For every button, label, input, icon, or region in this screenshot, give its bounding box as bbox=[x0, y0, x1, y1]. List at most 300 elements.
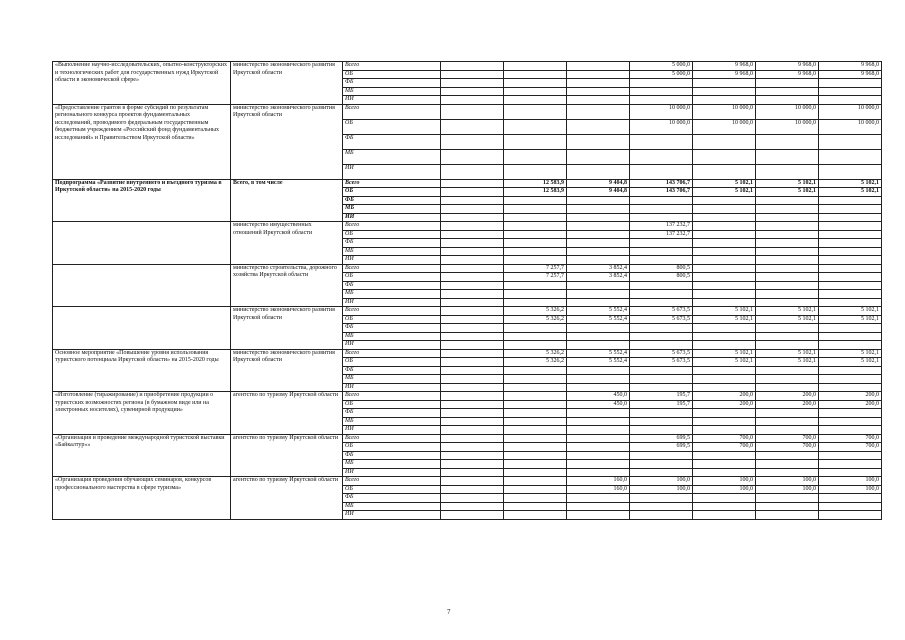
activity-name-cell: «Организация и проведение международной туристской выставки «Байкалтур»» bbox=[53, 434, 231, 477]
amount-cell: 137 232,7 bbox=[630, 230, 693, 239]
amount-cell: 5 102,1 bbox=[693, 188, 756, 197]
amount-cell: 100,0 bbox=[693, 485, 756, 494]
funding-source-cell: МБ bbox=[343, 417, 441, 426]
amount-cell bbox=[756, 366, 819, 375]
amount-cell bbox=[693, 230, 756, 239]
amount-cell: 3 852,4 bbox=[567, 273, 630, 282]
amount-cell bbox=[441, 264, 504, 273]
amount-cell bbox=[441, 324, 504, 333]
funding-source-cell: ФБ bbox=[343, 79, 441, 88]
amount-cell bbox=[756, 264, 819, 273]
amount-cell bbox=[567, 434, 630, 443]
amount-cell bbox=[441, 468, 504, 477]
amount-cell bbox=[756, 290, 819, 299]
amount-cell: 800,5 bbox=[630, 264, 693, 273]
amount-cell bbox=[441, 383, 504, 392]
funding-source-cell: ФБ bbox=[343, 196, 441, 205]
amount-cell bbox=[504, 451, 567, 460]
funding-source-cell: ОБ bbox=[343, 188, 441, 197]
amount-cell bbox=[441, 298, 504, 307]
amount-cell: 5 102,1 bbox=[756, 188, 819, 197]
executor-cell: министерство экономического развития Иркутской области bbox=[231, 307, 343, 350]
funding-source-cell: ОБ bbox=[343, 119, 441, 134]
funding-source-cell: Всего bbox=[343, 62, 441, 71]
amount-cell: 5 326,2 bbox=[504, 307, 567, 316]
amount-cell bbox=[567, 230, 630, 239]
amount-cell bbox=[693, 511, 756, 520]
amount-cell bbox=[504, 79, 567, 88]
funding-source-cell: МБ bbox=[343, 247, 441, 256]
amount-cell bbox=[693, 426, 756, 435]
amount-cell bbox=[819, 383, 882, 392]
amount-cell bbox=[756, 222, 819, 231]
amount-cell: 9 968,0 bbox=[819, 70, 882, 79]
amount-cell bbox=[693, 451, 756, 460]
amount-cell bbox=[693, 149, 756, 164]
amount-cell: 5 673,5 bbox=[630, 349, 693, 358]
amount-cell: 5 102,1 bbox=[756, 315, 819, 324]
amount-cell: 5 102,1 bbox=[756, 307, 819, 316]
amount-cell: 200,0 bbox=[693, 392, 756, 401]
amount-cell: 10 000,0 bbox=[756, 119, 819, 134]
funding-source-cell: ИИ bbox=[343, 426, 441, 435]
amount-cell bbox=[756, 149, 819, 164]
executor-cell: министерство строительства, дорожного хозяйства Иркутской области bbox=[231, 264, 343, 307]
amount-cell bbox=[441, 417, 504, 426]
amount-cell: 5 102,1 bbox=[693, 358, 756, 367]
amount-cell bbox=[819, 511, 882, 520]
amount-cell: 5 102,1 bbox=[819, 179, 882, 188]
amount-cell: 160,0 bbox=[567, 477, 630, 486]
amount-cell bbox=[756, 460, 819, 469]
amount-cell bbox=[630, 96, 693, 105]
funding-source-cell: Всего bbox=[343, 477, 441, 486]
amount-cell bbox=[441, 62, 504, 71]
amount-cell bbox=[441, 149, 504, 164]
amount-cell bbox=[630, 366, 693, 375]
amount-cell bbox=[630, 256, 693, 265]
amount-cell bbox=[441, 222, 504, 231]
amount-cell bbox=[693, 290, 756, 299]
amount-cell bbox=[441, 349, 504, 358]
amount-cell: 7 257,7 bbox=[504, 273, 567, 282]
amount-cell bbox=[504, 70, 567, 79]
table-row bbox=[53, 104, 882, 119]
amount-cell bbox=[567, 149, 630, 164]
amount-cell bbox=[504, 239, 567, 248]
amount-cell bbox=[693, 468, 756, 477]
amount-cell bbox=[567, 298, 630, 307]
amount-cell bbox=[504, 400, 567, 409]
amount-cell: 200,0 bbox=[819, 400, 882, 409]
amount-cell bbox=[441, 247, 504, 256]
amount-cell bbox=[693, 264, 756, 273]
amount-cell bbox=[693, 205, 756, 214]
amount-cell: 450,0 bbox=[567, 400, 630, 409]
amount-cell bbox=[756, 332, 819, 341]
amount-cell bbox=[756, 341, 819, 350]
amount-cell bbox=[441, 375, 504, 384]
amount-cell bbox=[693, 247, 756, 256]
amount-cell bbox=[504, 87, 567, 96]
amount-cell bbox=[504, 205, 567, 214]
funding-source-cell: ОБ bbox=[343, 230, 441, 239]
amount-cell bbox=[756, 468, 819, 477]
funding-source-cell: МБ bbox=[343, 149, 441, 164]
amount-cell bbox=[567, 324, 630, 333]
amount-cell bbox=[756, 213, 819, 222]
executor-cell: министерство имущественных отношений Иркутской области bbox=[231, 222, 343, 265]
amount-cell bbox=[693, 494, 756, 503]
amount-cell bbox=[504, 494, 567, 503]
amount-cell: 5 552,4 bbox=[567, 358, 630, 367]
amount-cell: 699,5 bbox=[630, 434, 693, 443]
amount-cell bbox=[567, 468, 630, 477]
amount-cell bbox=[567, 417, 630, 426]
amount-cell bbox=[693, 87, 756, 96]
amount-cell: 5 102,1 bbox=[819, 349, 882, 358]
funding-source-cell: ФБ bbox=[343, 281, 441, 290]
amount-cell bbox=[630, 196, 693, 205]
amount-cell: 5 102,1 bbox=[693, 315, 756, 324]
amount-cell bbox=[441, 400, 504, 409]
amount-cell bbox=[441, 104, 504, 119]
amount-cell bbox=[756, 324, 819, 333]
table-row bbox=[53, 264, 882, 273]
amount-cell: 5 552,4 bbox=[567, 349, 630, 358]
amount-cell bbox=[630, 426, 693, 435]
executor-cell: Всего, в том числе bbox=[231, 179, 343, 222]
amount-cell bbox=[567, 451, 630, 460]
amount-cell bbox=[819, 324, 882, 333]
funding-source-cell: ФБ bbox=[343, 324, 441, 333]
amount-cell bbox=[504, 426, 567, 435]
amount-cell bbox=[819, 134, 882, 149]
funding-source-cell: Всего bbox=[343, 392, 441, 401]
amount-cell bbox=[441, 256, 504, 265]
amount-cell: 700,0 bbox=[756, 443, 819, 452]
amount-cell bbox=[567, 281, 630, 290]
amount-cell bbox=[756, 87, 819, 96]
amount-cell bbox=[441, 239, 504, 248]
amount-cell bbox=[441, 443, 504, 452]
amount-cell: 195,7 bbox=[630, 392, 693, 401]
amount-cell bbox=[756, 409, 819, 418]
amount-cell bbox=[567, 502, 630, 511]
amount-cell bbox=[504, 230, 567, 239]
amount-cell bbox=[630, 468, 693, 477]
amount-cell bbox=[756, 273, 819, 282]
amount-cell: 800,5 bbox=[630, 273, 693, 282]
funding-source-cell: ИИ bbox=[343, 468, 441, 477]
amount-cell: 100,0 bbox=[693, 477, 756, 486]
table-row bbox=[53, 392, 882, 401]
amount-cell bbox=[630, 239, 693, 248]
amount-cell bbox=[504, 383, 567, 392]
amount-cell bbox=[441, 119, 504, 134]
amount-cell: 9 968,0 bbox=[819, 62, 882, 71]
executor-cell: министерство экономического развития Иркутской области bbox=[231, 62, 343, 105]
amount-cell bbox=[693, 409, 756, 418]
amount-cell: 143 706,7 bbox=[630, 188, 693, 197]
amount-cell bbox=[504, 298, 567, 307]
amount-cell: 7 257,7 bbox=[504, 264, 567, 273]
funding-source-cell: ИИ bbox=[343, 256, 441, 265]
amount-cell bbox=[441, 460, 504, 469]
amount-cell: 5 102,1 bbox=[819, 315, 882, 324]
amount-cell bbox=[504, 409, 567, 418]
amount-cell bbox=[630, 298, 693, 307]
funding-source-cell: ОБ bbox=[343, 485, 441, 494]
amount-cell bbox=[504, 417, 567, 426]
amount-cell bbox=[441, 281, 504, 290]
amount-cell bbox=[819, 460, 882, 469]
funding-source-cell: ИИ bbox=[343, 96, 441, 105]
funding-source-cell: ФБ bbox=[343, 134, 441, 149]
amount-cell bbox=[504, 477, 567, 486]
amount-cell bbox=[504, 247, 567, 256]
amount-cell bbox=[756, 281, 819, 290]
amount-cell bbox=[567, 70, 630, 79]
executor-cell: министерство экономического развития Иркутской области bbox=[231, 349, 343, 392]
amount-cell bbox=[567, 164, 630, 179]
funding-source-cell: МБ bbox=[343, 502, 441, 511]
amount-cell: 5 102,1 bbox=[693, 307, 756, 316]
amount-cell bbox=[567, 79, 630, 88]
amount-cell bbox=[756, 494, 819, 503]
amount-cell bbox=[441, 315, 504, 324]
amount-cell bbox=[630, 247, 693, 256]
funding-source-cell: ИИ bbox=[343, 383, 441, 392]
amount-cell bbox=[819, 149, 882, 164]
table-row bbox=[53, 307, 882, 316]
amount-cell: 700,0 bbox=[693, 443, 756, 452]
amount-cell bbox=[756, 256, 819, 265]
amount-cell bbox=[441, 213, 504, 222]
funding-source-cell: ФБ bbox=[343, 239, 441, 248]
amount-cell bbox=[567, 290, 630, 299]
amount-cell: 10 000,0 bbox=[819, 104, 882, 119]
amount-cell: 5 326,2 bbox=[504, 358, 567, 367]
amount-cell bbox=[756, 451, 819, 460]
amount-cell bbox=[567, 460, 630, 469]
amount-cell bbox=[630, 87, 693, 96]
amount-cell bbox=[567, 256, 630, 265]
amount-cell bbox=[441, 273, 504, 282]
amount-cell: 699,5 bbox=[630, 443, 693, 452]
amount-cell bbox=[567, 375, 630, 384]
amount-cell bbox=[819, 281, 882, 290]
amount-cell: 100,0 bbox=[819, 477, 882, 486]
amount-cell: 12 583,9 bbox=[504, 179, 567, 188]
amount-cell: 12 583,9 bbox=[504, 188, 567, 197]
amount-cell: 5 673,5 bbox=[630, 307, 693, 316]
amount-cell bbox=[630, 460, 693, 469]
amount-cell bbox=[441, 434, 504, 443]
amount-cell bbox=[504, 443, 567, 452]
amount-cell bbox=[756, 96, 819, 105]
amount-cell bbox=[504, 281, 567, 290]
amount-cell bbox=[441, 196, 504, 205]
funding-source-cell: ОБ bbox=[343, 400, 441, 409]
funding-source-cell: ОБ bbox=[343, 358, 441, 367]
amount-cell bbox=[504, 222, 567, 231]
amount-cell bbox=[567, 205, 630, 214]
executor-cell: министерство экономического развития Иркутской области bbox=[231, 104, 343, 179]
amount-cell bbox=[504, 149, 567, 164]
amount-cell bbox=[567, 443, 630, 452]
amount-cell bbox=[441, 366, 504, 375]
amount-cell bbox=[504, 196, 567, 205]
amount-cell bbox=[693, 332, 756, 341]
amount-cell bbox=[567, 222, 630, 231]
amount-cell bbox=[756, 239, 819, 248]
page-number: 7 bbox=[447, 608, 451, 616]
amount-cell bbox=[441, 164, 504, 179]
amount-cell: 5 326,2 bbox=[504, 315, 567, 324]
amount-cell bbox=[504, 392, 567, 401]
funding-source-cell: ФБ bbox=[343, 366, 441, 375]
amount-cell bbox=[630, 164, 693, 179]
amount-cell: 200,0 bbox=[819, 392, 882, 401]
amount-cell bbox=[819, 247, 882, 256]
amount-cell bbox=[819, 451, 882, 460]
amount-cell bbox=[441, 341, 504, 350]
amount-cell: 5 102,1 bbox=[756, 179, 819, 188]
amount-cell bbox=[819, 273, 882, 282]
amount-cell bbox=[756, 134, 819, 149]
amount-cell: 5 102,1 bbox=[693, 179, 756, 188]
amount-cell: 5 552,4 bbox=[567, 307, 630, 316]
amount-cell bbox=[504, 290, 567, 299]
amount-cell: 5 326,2 bbox=[504, 349, 567, 358]
amount-cell bbox=[567, 409, 630, 418]
amount-cell bbox=[693, 383, 756, 392]
amount-cell bbox=[819, 164, 882, 179]
amount-cell: 10 000,0 bbox=[630, 119, 693, 134]
amount-cell bbox=[756, 196, 819, 205]
amount-cell bbox=[567, 134, 630, 149]
funding-source-cell: МБ bbox=[343, 332, 441, 341]
amount-cell bbox=[441, 511, 504, 520]
amount-cell bbox=[756, 511, 819, 520]
funding-source-cell: ОБ bbox=[343, 273, 441, 282]
amount-cell bbox=[567, 341, 630, 350]
amount-cell bbox=[819, 96, 882, 105]
amount-cell: 450,0 bbox=[567, 392, 630, 401]
amount-cell bbox=[630, 290, 693, 299]
activity-name-cell: «Предоставление грантов в форме субсидий по результатам регионального конкурса проектов фундаментальных исследований, проводимого федеральным государственным бюджетным учреждением «Российский фонд фундаментальных исследований» и Правительством Иркутской области» bbox=[53, 104, 231, 179]
funding-source-cell: Всего bbox=[343, 264, 441, 273]
amount-cell bbox=[441, 230, 504, 239]
amount-cell bbox=[504, 164, 567, 179]
amount-cell bbox=[693, 96, 756, 105]
amount-cell: 9 404,8 bbox=[567, 188, 630, 197]
amount-cell bbox=[819, 375, 882, 384]
funding-source-cell: ИИ bbox=[343, 298, 441, 307]
table-row bbox=[53, 434, 882, 443]
amount-cell bbox=[504, 341, 567, 350]
amount-cell bbox=[630, 205, 693, 214]
amount-cell bbox=[630, 375, 693, 384]
table-row bbox=[53, 62, 882, 71]
amount-cell bbox=[819, 298, 882, 307]
amount-cell bbox=[693, 460, 756, 469]
funding-source-cell: Всего bbox=[343, 179, 441, 188]
amount-cell bbox=[693, 134, 756, 149]
amount-cell: 5 102,1 bbox=[756, 358, 819, 367]
amount-cell: 5 102,1 bbox=[693, 349, 756, 358]
amount-cell bbox=[504, 256, 567, 265]
amount-cell: 5 102,1 bbox=[819, 358, 882, 367]
amount-cell bbox=[441, 96, 504, 105]
activity-name-cell: «Изготовление (тиражирование) и приобретение продукции о туристских возможностях региона (в бумажном виде или на электронных носителях), сувенирной продукции» bbox=[53, 392, 231, 435]
amount-cell bbox=[504, 96, 567, 105]
amount-cell: 9 968,0 bbox=[756, 70, 819, 79]
amount-cell bbox=[693, 79, 756, 88]
amount-cell bbox=[693, 375, 756, 384]
amount-cell bbox=[567, 247, 630, 256]
amount-cell: 100,0 bbox=[630, 485, 693, 494]
amount-cell bbox=[756, 502, 819, 511]
amount-cell bbox=[504, 375, 567, 384]
amount-cell bbox=[441, 134, 504, 149]
funding-source-cell: ФБ bbox=[343, 409, 441, 418]
table-row bbox=[53, 179, 882, 188]
amount-cell bbox=[567, 119, 630, 134]
amount-cell: 10 000,0 bbox=[756, 104, 819, 119]
amount-cell bbox=[630, 417, 693, 426]
executor-cell: агентство по туризму Иркутской области bbox=[231, 477, 343, 520]
amount-cell: 143 706,7 bbox=[630, 179, 693, 188]
amount-cell bbox=[630, 149, 693, 164]
amount-cell: 9 404,8 bbox=[567, 179, 630, 188]
amount-cell: 200,0 bbox=[756, 400, 819, 409]
amount-cell bbox=[504, 485, 567, 494]
amount-cell bbox=[756, 79, 819, 88]
amount-cell bbox=[630, 502, 693, 511]
amount-cell bbox=[441, 70, 504, 79]
amount-cell bbox=[819, 417, 882, 426]
amount-cell bbox=[441, 87, 504, 96]
amount-cell bbox=[693, 324, 756, 333]
amount-cell bbox=[441, 494, 504, 503]
amount-cell: 5 673,5 bbox=[630, 315, 693, 324]
amount-cell: 5 102,1 bbox=[819, 188, 882, 197]
amount-cell bbox=[441, 409, 504, 418]
amount-cell bbox=[819, 341, 882, 350]
amount-cell: 5 102,1 bbox=[819, 307, 882, 316]
funding-source-cell: ОБ bbox=[343, 315, 441, 324]
amount-cell bbox=[756, 426, 819, 435]
amount-cell bbox=[756, 383, 819, 392]
funding-source-cell: ИИ bbox=[343, 511, 441, 520]
amount-cell: 100,0 bbox=[756, 477, 819, 486]
amount-cell bbox=[630, 79, 693, 88]
amount-cell: 100,0 bbox=[756, 485, 819, 494]
amount-cell: 10 000,0 bbox=[693, 119, 756, 134]
amount-cell bbox=[819, 79, 882, 88]
funding-source-cell: ИИ bbox=[343, 164, 441, 179]
amount-cell bbox=[819, 502, 882, 511]
activity-name-cell bbox=[53, 222, 231, 265]
amount-cell: 9 968,0 bbox=[693, 70, 756, 79]
table-row bbox=[53, 222, 882, 231]
amount-cell bbox=[441, 426, 504, 435]
amount-cell bbox=[567, 426, 630, 435]
amount-cell bbox=[756, 230, 819, 239]
amount-cell bbox=[441, 485, 504, 494]
